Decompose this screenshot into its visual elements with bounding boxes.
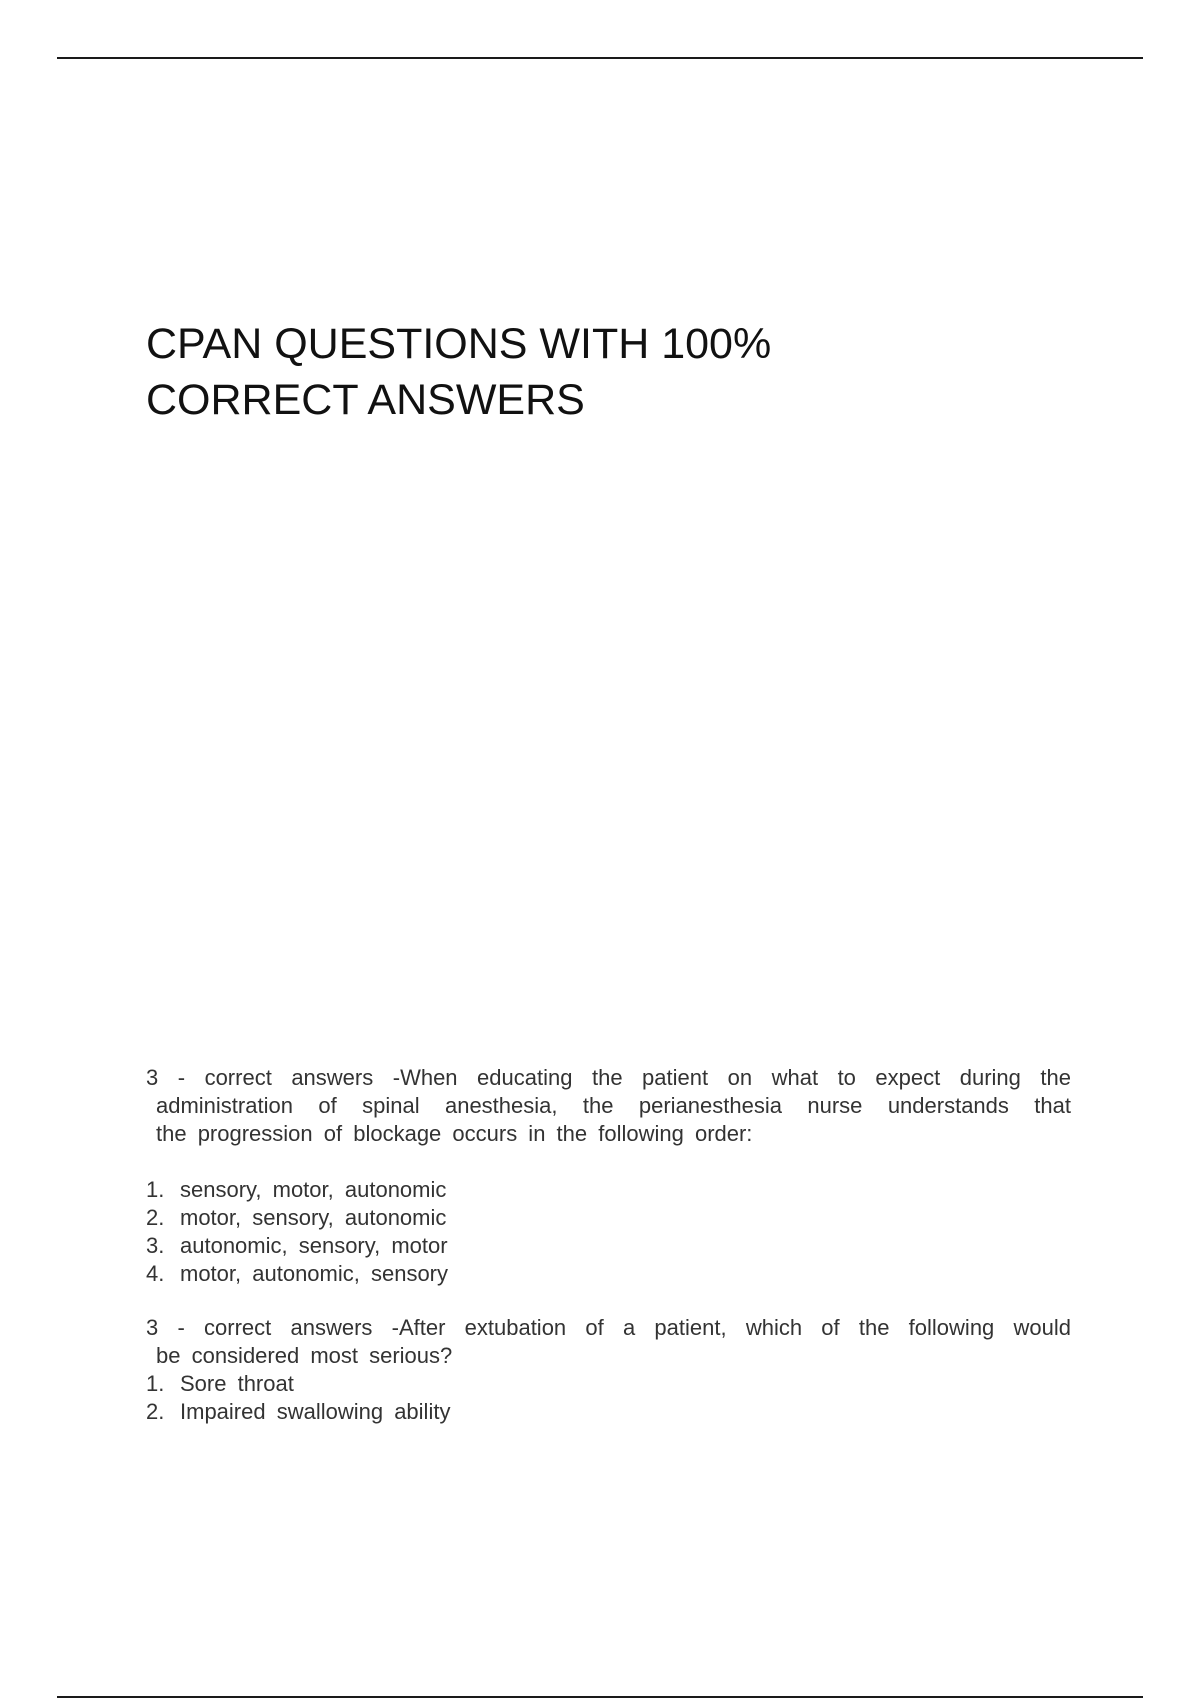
document-title [146,316,1046,428]
question-text [146,1064,1071,1148]
option-text: motor, sensory, autonomic [180,1205,447,1230]
footer-rule [57,1696,1143,1698]
title-line: CORRECT ANSWERS [146,376,585,424]
question-line: administration of spinal anesthesia, the perianesthesia nurse understands that [156,1093,1071,1118]
option-text: Impaired swallowing ability [180,1399,451,1424]
answer-option [146,1398,1071,1426]
answer-option [146,1176,1071,1204]
option-number: 1. [146,1177,165,1202]
question-block [146,1064,1071,1288]
option-number: 2. [146,1399,165,1424]
answer-option [146,1260,1071,1288]
title-line: CPAN QUESTIONS WITH 100% [146,320,772,368]
option-text: sensory, motor, autonomic [180,1177,447,1202]
answer-option [146,1204,1071,1232]
header-rule [57,57,1143,59]
answer-option [146,1370,1071,1398]
answer-options [146,1370,1071,1426]
question-text [146,1314,1071,1370]
question-line: the progression of blockage occurs in the following order: [156,1121,753,1146]
answer-option [146,1232,1071,1260]
question-line: be considered most serious? [156,1343,453,1368]
question-block [146,1314,1071,1426]
questions-body [146,1064,1071,1426]
option-number: 2. [146,1205,165,1230]
option-text: Sore throat [180,1371,294,1396]
option-text: autonomic, sensory, motor [180,1233,448,1258]
option-number: 3. [146,1233,165,1258]
question-line: 3 - correct answers -After extubation of a patient, which of the following would [146,1315,1071,1340]
option-number: 1. [146,1371,165,1396]
option-text: motor, autonomic, sensory [180,1261,449,1286]
option-number: 4. [146,1261,165,1286]
answer-options [146,1176,1071,1288]
question-line: 3 - correct answers -When educating the patient on what to expect during the [146,1065,1071,1090]
